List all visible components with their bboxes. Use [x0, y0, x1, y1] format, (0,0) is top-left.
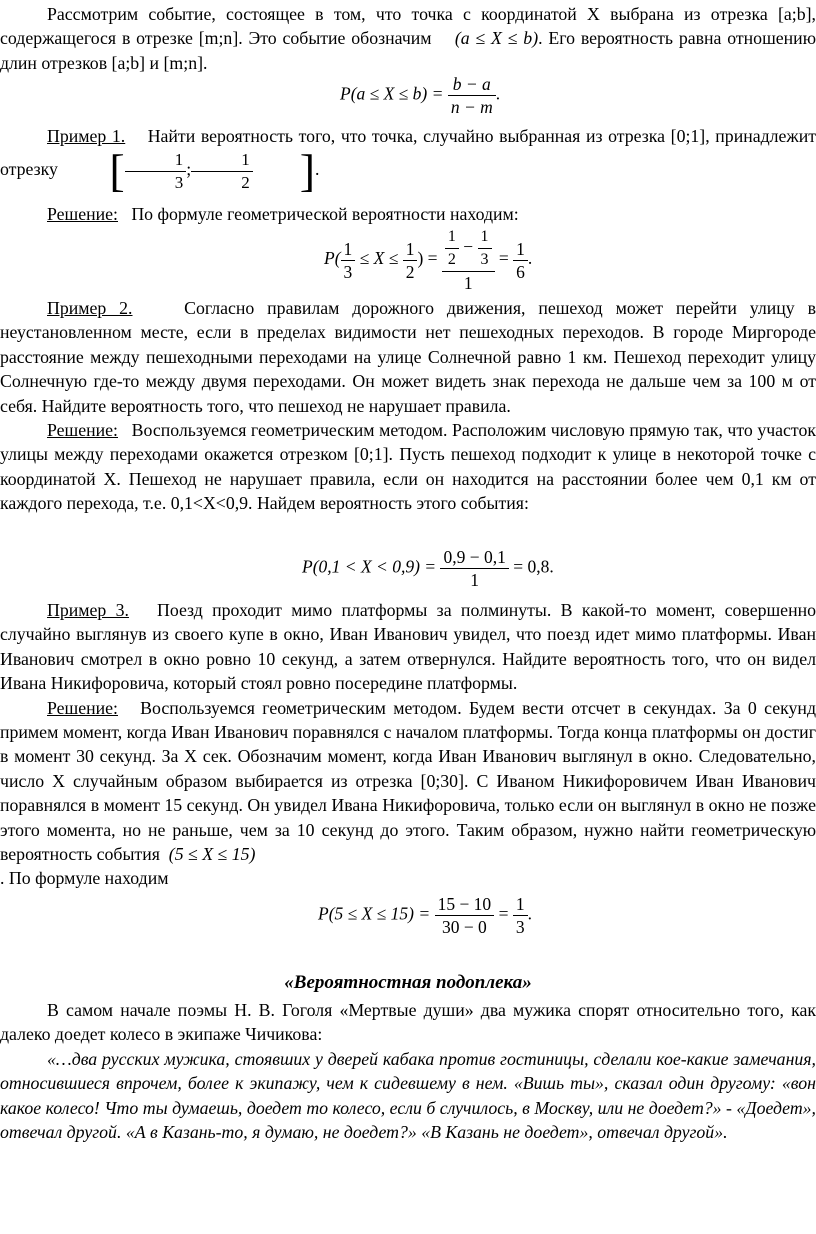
example-3-formula: P(5 ≤ X ≤ 15) = $\frac{15 - 10}{30 - 0}$ = $\frac{1}{3}$ . — [318, 894, 532, 937]
section-body — [0, 998, 816, 1144]
ex1-f-eq: = — [498, 248, 509, 269]
ex1-f-inner-b — [478, 226, 492, 271]
ex1-f-result — [513, 238, 528, 283]
ex1-f-minus: − — [463, 236, 474, 257]
intro-formula-fraction — [448, 73, 496, 118]
ex3-f-num: 15 − 10 — [435, 893, 495, 916]
intro-text: Рассмотрим событие, состоящее в том, что точка с координатой X выбрана из отрезка [a;b], содержащегося в отрезке [m;n]. Это событие обозначим — [0, 4, 816, 49]
example-2-text: Согласно правилам дорожного движения, пешеход может перейти улицу в неустановленном месте, если в пределах видимости нет пешеходных переходов. В городе Миргороде расстояние между пешеходными переходами на улице Солнечной равно 1 км. Пешеход переходит улицу Солнечную где-то между двумя переходами. Он может видеть знак перехода не дальше чем за 100 м от себя. Найдите вероятность того, что пешеход не нарушает правила. — [0, 298, 816, 416]
ex3-f-fraction — [435, 893, 495, 938]
segment-open-bracket: [ — [109, 145, 125, 197]
example-2 — [0, 296, 816, 516]
intro-formula-numerator: b − a — [448, 73, 496, 96]
ex3-f-result-num: 1 — [513, 893, 528, 916]
ex1-f-frac-b-den: 2 — [405, 261, 415, 282]
ex1-f-inner-a-num: 1 — [445, 226, 459, 249]
ex1-f-frac-a-num: 1 — [341, 238, 356, 261]
example-2-formula: P(0,1 < X < 0,9) = $\frac{0,9 - 0,1}{1}$ = 0,8. — [302, 547, 554, 590]
example-1-solution-text: По формуле геометрической вероятности находим: — [131, 204, 519, 224]
segment-a-den: 3 — [174, 172, 184, 192]
ex1-f-close: ) = — [417, 248, 438, 269]
example-3 — [0, 598, 816, 891]
ex1-f-frac-b — [403, 238, 418, 283]
example-1: Пример 1. Найти вероятность того, что точка, случайно выбранная из отрезка [0;1], принадлежит отрезку [ $\frac{1}{3}$ ; $\frac{1}{2}$ ]. — [0, 126, 816, 197]
intro-formula-denominator: n − m — [450, 97, 493, 117]
example-3-label: Пример 3. — [47, 600, 129, 620]
ex2-f-den: 1 — [470, 570, 480, 590]
example-3-event: (5 ≤ X ≤ 15) — [168, 844, 256, 865]
ex1-f-inner-b-num: 1 — [478, 226, 492, 249]
segment-a-num: 1 — [125, 149, 187, 172]
example-1-solution — [0, 202, 816, 226]
ex3-f-lhs: P(5 ≤ X ≤ 15) = — [318, 903, 431, 924]
example-1-label: Пример 1. — [47, 126, 126, 146]
intro-formula: P(a ≤ X ≤ b) = $\frac{b - a}{n - m}$ . — [340, 74, 501, 117]
ex1-f-big-num — [442, 226, 495, 272]
ex1-f-result-num: 1 — [513, 238, 528, 261]
ex1-f-big-fraction — [442, 226, 495, 294]
ex2-f-num: 0,9 − 0,1 — [440, 546, 508, 569]
segment-close-bracket: ] — [299, 145, 316, 197]
example-1-solution-label: Решение: — [47, 204, 118, 224]
ex3-f-result — [513, 893, 528, 938]
segment-fraction-a — [125, 149, 187, 194]
section-quote: «…два русских мужика, стоявших у дверей кабака против гостиницы, сделали кое-какие замечания, относившиеся впрочем, более к экипажу, чем к сидевшему в нем. «Вишь ты», сказал один другому: «вон какое колесо! Что ты думаешь, доедет то колесо, если б случилось, в Москву, или не доедет?» - «Доедет», отвечал другой. «А в Казань-то, я думаю, не доедет?» «В Казань не доедет», отвечал другой». — [0, 1048, 816, 1143]
example-2-label: Пример 2. — [47, 298, 133, 318]
ex1-f-frac-a — [341, 238, 356, 283]
example-3-solution-text: Воспользуемся геометрическим методом. Будем вести отсчет в секундах. За 0 секунд примем момент, когда Иван Иванович поравнялся с началом платформы. Тогда конца платформы он достиг в момент 30 секунд. За X сек. Обозначим момент, когда Иван Иванович выглянул в окно. Следовательно, число X случайным образом выбирается из отрезка [0;30]. С Иваном Никифоровичем Иван Иванович поравнялся в момент 15 секунд. Он увидел Ивана Никифоровича, только если он выглянул в окно не позже этого момента, но не раньше, чем за 10 секунд до этого. Таким образом, нужно найти геометрическую вероятность события — [0, 697, 816, 865]
intro-paragraph — [0, 2, 816, 75]
ex1-f-p: P( — [324, 248, 341, 269]
section-heading: «Вероятностная подоплека» — [284, 972, 532, 993]
ex1-f-inner-a — [445, 226, 459, 271]
ex3-f-eq: = — [498, 903, 509, 924]
intro-text-2: . Его вероятность равна отношению длин отрезков [a;b] и [m;n]. — [0, 28, 816, 73]
intro-event: (a ≤ X ≤ b) — [454, 28, 539, 49]
segment-b-num: 1 — [191, 149, 253, 172]
ex1-f-frac-b-num: 1 — [403, 238, 418, 261]
ex1-f-le: ≤ X ≤ — [359, 248, 399, 269]
example-1-formula: P( $\frac{1}{3}$ ≤ X ≤ $\frac{1}{2}$ ) = $\frac{1}{2}$ − $\frac{1}{3}$ 1 = $\frac{1}{6}$ . — [324, 228, 533, 293]
ex2-f-lhs: P(0,1 < X < 0,9) = — [302, 556, 437, 577]
intro-formula-lhs: P(a ≤ X ≤ b) = — [340, 83, 444, 104]
section-paragraph: В самом начале поэмы Н. В. Гоголя «Мертвые души» два мужика спорят относительно того, как далеко доедет колесо в экипаже Чичикова: — [0, 1000, 816, 1045]
ex3-f-result-den: 3 — [515, 917, 525, 937]
ex3-f-den: 30 − 0 — [441, 917, 487, 937]
example-2-solution-label: Решение: — [47, 420, 118, 441]
ex1-f-big-den: 1 — [463, 273, 473, 293]
example-2-solution-text: Воспользуемся геометрическим методом. Расположим числовую прямую так, что участок улицы между переходами окажется отрезком [0;1]. Пусть пешеход подходит к улице в некоторой точке с координатой X. Пешеход не нарушает правила, если он находится на расстоянии более чем 0,1 км от каждого перехода, т.е. 0,1<X<0,9. Найдем вероятность этого события: — [0, 420, 816, 514]
example-3-solution-label: Решение: — [47, 697, 118, 718]
ex2-f-result: = 0,8 — [513, 556, 550, 577]
ex2-f-fraction — [440, 546, 508, 591]
segment-fraction-b — [191, 149, 253, 194]
example-3-solution-tail: . По формуле находим — [0, 868, 169, 889]
ex1-f-frac-a-den: 3 — [343, 261, 353, 282]
example-1-text: Найти вероятность того, что точка, случайно выбранная из отрезка [0;1], принадлежит отрезку — [0, 126, 816, 180]
segment-b-den: 2 — [241, 172, 250, 192]
example-3-text: Поезд проходит мимо платформы за полминуты. В какой-то момент, совершенно случайно выглянув из своего купе в окно, Иван Иванович увидел, что поезд идет мимо платформы. Иван Иванович смотрел в окно ровно 10 секунд, а затем отвернулся. Найдите вероятность того, что он видел Ивана Никифоровича, который стоял ровно посередине платформы. — [0, 600, 816, 694]
ex1-f-inner-b-den: 3 — [480, 251, 489, 268]
ex1-f-inner-a-den: 2 — [447, 251, 456, 268]
ex1-f-result-den: 6 — [516, 261, 525, 282]
